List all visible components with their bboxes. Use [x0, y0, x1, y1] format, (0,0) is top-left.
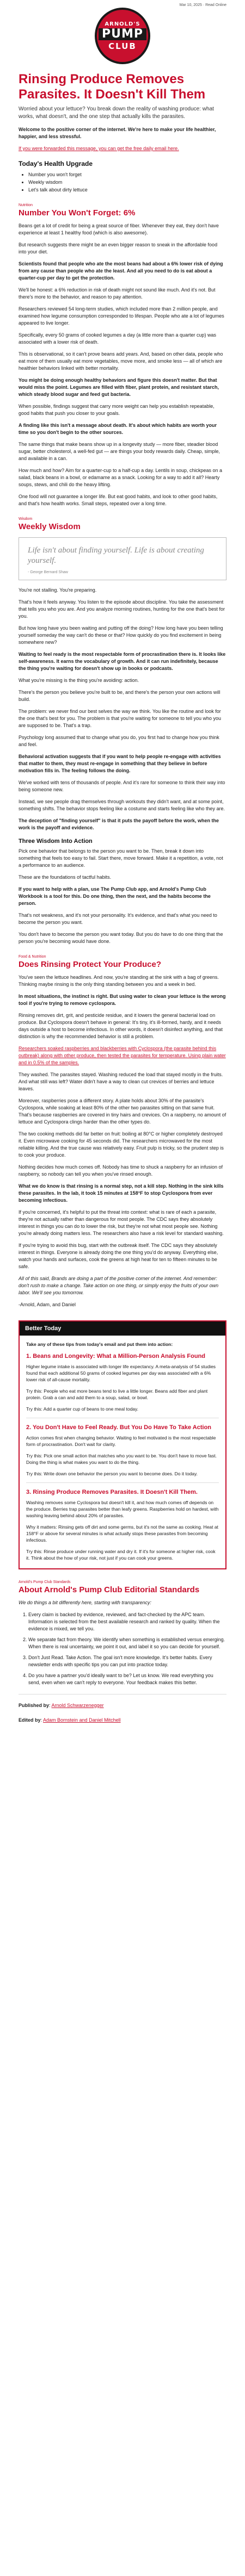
quote-text: Life isn't about finding yourself. Life is about creating yourself.: [28, 546, 204, 565]
about-intro: We do things a bit differently here, starting with transparency:: [19, 1600, 151, 1605]
standard-item: 1. Every claim is backed by evidence, reviewed, and fact-checked by the APC team. Information is selected from the best available research and ranked by quality. When the evidence is mixed, we tell you.: [28, 1611, 226, 1632]
body-paragraph: Behavioral activation suggests that if you want to help people re-engage with activities that matter to them, they must re-engage in something that they believe in before motivation fills in. The feeling follows the doing.: [19, 754, 221, 773]
body-paragraph: Moreover, raspberries pose a different story. A plate holds about 30% of the parasite's Cyclospora, while soaking at least 80% of the other two parasites sitting on that same fruit. That's because raspberries are covered in tiny hairs and crevices. On a raspberry, no amount of lettuce and Cyclospora clings harder than the other types do.: [19, 1098, 226, 1125]
body-paragraph: Waiting to feel ready is the most respectable form of procrastination there is. It looks like self-awareness. It earns the vocabulary of growth. And it can run indefinitely, because the thing you're waiting for doesn't show up in books or podcasts.: [19, 651, 226, 671]
better-today-body: [20, 1336, 225, 1568]
body-paragraph: Researchers reviewed 54 long-term studies, which included more than 2 million people, and examined how legume consumption corresponded to lifespan. People who ate a lot of legumes appeared to live longer.: [19, 306, 224, 326]
body-paragraph: There's the person you believe you're built to be, and there's the person your own actions will build.: [19, 690, 220, 702]
pump-club-logo: [95, 8, 150, 64]
body-paragraph: Instead, we see people drag themselves through workouts they didn't want, and at some point, something shifts. The behavior stops feeling like a costume and starts feeling like who they are.: [19, 799, 225, 811]
body-paragraph: Scientists found that people who ate the most beans had about a 6% lower risk of dying from any cause than people who ate the least. And all you need to do is eat about a quarter-cup per day to get the protection.: [19, 261, 223, 281]
section-kicker: Food & Nutrition: [19, 955, 46, 959]
weekly-heading: Weekly Wisdom: [19, 522, 81, 531]
article-subtitle: Worried about your lettuce? You break down the reality of washing produce: what works, what doesn't, and the one step that actually kills the parasites.: [19, 106, 214, 120]
edited-by: Edited by: Adam Bornstein and Daniel Mitchell: [19, 1717, 121, 1723]
body-paragraph: What you're missing is the thing you're avoiding: action.: [19, 678, 139, 683]
body-paragraph: When possible, findings suggest that carry more weight can help you establish repeatable, good habits that push you closer to your goals.: [19, 404, 215, 416]
quote-box: [19, 537, 226, 580]
better-today-header: Better Today: [20, 1321, 225, 1336]
section-kicker: Arnold's Pump Club Standards: [19, 1580, 71, 1584]
body-paragraph: In most situations, the instinct is right. But using water to clean your lettuce is the wrong tool if you're trying to remove cyclospora.: [19, 994, 226, 1006]
standards-list: [19, 1611, 226, 1686]
tip-paragraph: Why it matters: Rinsing gets off dirt and some germs, but it's not the same as cooking. Heat at 158°F or above for several minutes is what actually stops these parasites from becoming infectious.: [26, 1524, 218, 1543]
logo-line-2: PUMP: [99, 28, 146, 40]
body-paragraph: One food will not guarantee a longer life. But eat good habits, and look to other good habits, and that's how health works. Small steps, repeated over a long time.: [19, 494, 218, 506]
tip-paragraph: Washing removes some Cyclospora but doesn't kill it, and how much comes off depends on the produce. Berries trap parasites better than leafy greens. Raspberries hold on hardest, with washing leaving behind about 20% of parasites.: [26, 1500, 219, 1518]
body-paragraph: Nothing decides how much comes off. Nobody has time to shuck a raspberry for an infusion of raspberry, so nobody can tell you when you've rinsed enough.: [19, 1164, 223, 1177]
divider: [26, 1482, 219, 1483]
tip-paragraph: Try this: Pick one small action that matches who you want to be. You don't have to move fast. Doing the thing is what makes you want to do the thing.: [26, 1453, 217, 1465]
section-kicker: Wisdom: [19, 517, 33, 521]
tip-paragraph: Try this: People who eat more beans tend to live a little longer. Beans add fiber and plant protein. Grab a can and add them to a soup, salad, or bowl.: [26, 1388, 208, 1400]
body-paragraph: We'll be honest: a 6% reduction in risk of death might not sound like much. And it's not. But there's more to the behavior, and reason to pay attention.: [19, 287, 216, 300]
publisher-link[interactable]: Arnold Schwarzenegger: [51, 1703, 104, 1708]
upgrade-item: • Number you won't forget: [28, 171, 226, 178]
tip-paragraph: Try this: Add a quarter cup of beans to one meal today.: [26, 1406, 139, 1412]
standard-item: 4. Do you have a partner you'd ideally want to be? Let us know. We read everything you send, even when we can't reply to everyone. Your feedback makes this better.: [28, 1672, 226, 1686]
about-heading: About Arnold's Pump Club Editorial Standards: [19, 1585, 200, 1594]
email-header: [0, 0, 245, 72]
tip-paragraph: Try this: Rinse produce under running water and dry it. If it's for someone at higher risk, cook it. Think about the how of your risk, not just if you can cook your greens.: [26, 1549, 216, 1561]
tip-heading-2: 2. You Don't Have to Feel Ready. But You Do Have To Take Action: [26, 1424, 212, 1431]
body-paragraph: That's not weakness, and it's not your personality. It's evidence, and that's what you need to become the person you want.: [19, 913, 217, 925]
body-paragraph: What we do know is that rinsing is a normal step, not a kill step. Nothing in the sink kills these parasites. In the lab, it took 15 minutes at 158°F to stop Cyclospora from ever becoming infectious.: [19, 1183, 224, 1203]
forwarded-paragraph[interactable]: If you were forwarded this message, you can get the free daily email here.: [19, 146, 179, 151]
tip-heading-3: 3. Rinsing Produce Removes Parasites. It Doesn't Kill Them.: [26, 1489, 198, 1495]
better-today-intro: Take any of these tips from today's email and put them into action:: [26, 1342, 173, 1347]
intro-paragraph: Welcome to the positive corner of the internet. We're here to make your life healthier, happier, and less stressful.: [19, 127, 216, 139]
header-meta[interactable]: Mar 10, 2025 · Read Online: [179, 3, 226, 7]
body-paragraph: The problem: we never find our best selves the way we think. You like the routine and look for the one that's best for you. The problem is that you're waiting for someone to tell you who you are supposed to be. That's a trap.: [19, 709, 221, 728]
body-paragraph: But research suggests there might be an even bigger reason to sneak in the affordable food into your diet.: [19, 242, 218, 255]
body-paragraph: You might be doing enough healthy behaviors and figure this doesn't matter. But that would miss the point. Legumes are filled with fiber, plant protein, and resistant starch, which steady blood sugar and feed gut bacteria.: [19, 377, 219, 397]
upgrade-list: [19, 171, 226, 194]
published-by: Published by: Arnold Schwarzenegger: [19, 1703, 104, 1708]
body-paragraph: All of this said, Brands are doing a part of the positive corner of the internet. And remember: don't rush to make a change. Take action on one thing, or simply enjoy the fruits of your own labor. We'll see you tomorrow.: [19, 1276, 219, 1295]
tip-paragraph: Try this: Write down one behavior the person you want to become does. Do it today.: [26, 1471, 198, 1476]
editors-link[interactable]: Adam Bornstein and Daniel Mitchell: [43, 1717, 121, 1723]
body-paragraph: The two cooking methods did far better on fruit: boiling at 80°C or higher completely destroyed it. Even microwave cooking for 45 seconds did. The researchers microwaved for the most reliable killing. And the true cause was relatively easy. Fruit pulp is tricky, so the prudent step is to cook your produce.: [19, 1131, 224, 1158]
body-paragraph: These are the foundations of tactful habits.: [19, 874, 112, 880]
tip-paragraph: Higher legume intake is associated with longer life expectancy. A meta-analysis of 54 studies found that each additional 50 grams of cooked legumes per day was associated with a 6% lower risk of all-cause mortality.: [26, 1364, 216, 1382]
body-paragraph: We've worked with tens of thousands of people. And it's rare for someone to think their way into being someone new.: [19, 780, 225, 792]
article-title: Rinsing Produce Removes Parasites. It Doesn't Kill Them: [19, 72, 206, 102]
body-paragraph: If you're concerned, it's helpful to put the threat into context: what is rare of each a parasite, they're not actually rather than dangerous for most people. The CDC says they absolutely interest in things you can do to lower the risk, but they're not what most people see. Nothing you're already doing matters less. The researchers also have a risk level for standard washing.: [19, 1209, 224, 1236]
body-paragraph: You've seen the lettuce headlines. And now, you're standing at the sink with a bag of greens. Thinking maybe rinsing is the only thing standing between you and a week in bed.: [19, 974, 219, 987]
email-content: [0, 72, 245, 1724]
upgrade-item: • Let's talk about dirty lettuce: [28, 186, 226, 194]
body-paragraph: This is observational, so it can't prove beans add years. And, based on other data, people who eat more of them usually eat more vegetables, move more, and smoke less — all of which are healthier behaviors linked with better mortality.: [19, 351, 223, 371]
quote-author: - George Bernard Shaw: [28, 570, 68, 574]
upgrade-item: • Weekly wisdom: [28, 178, 226, 186]
body-paragraph: That's how it feels anyway. You listen to the episode about discipline. You take the assessment that tells you who you are. And you analyze morning routines, hunting for the one that's best for you.: [19, 599, 225, 619]
body-paragraph: You don't have to become the person you want today. But you do have to do one thing that the person you're becoming would have done.: [19, 932, 223, 944]
body-paragraph: The deception of "finding yourself" is that it puts the payoff before the work, when the work is the payoff and evidence.: [19, 818, 219, 830]
body-paragraph: A finding like this isn't a message about death. It's about which habits are worth your time so you don't begin to the other sources.: [19, 423, 217, 435]
body-paragraph: Pick one behavior that belongs to the person you want to be. Then, break it down into something that feels too easy to fail. Start there, move forward. Make it a repetition, a vote, not a performance to an audience.: [19, 848, 223, 868]
body-paragraph: Psychology long assumed that to change what you do, you first had to change how you think and feel.: [19, 735, 219, 747]
produce-heading: Does Rinsing Protect Your Produce?: [19, 960, 161, 969]
body-paragraph: Rinsing removes dirt, grit, and pesticide residue, and it lowers the general bacterial load on produce. But Cyclospora doesn't behave in general: It's tiny, it's ill-formed, hardy, and it needs days outside a host to become infectious. In other words, it doesn't disinfect anything, and that distinction is why the recommended behavior is still a problem.: [19, 1013, 223, 1039]
tip-heading-1: 1. Beans and Longevity: What a Million-Person Analysis Found: [26, 1353, 206, 1360]
standard-item: 3. Don't Just Read. Take Action. The goal isn't more knowledge. It's better habits. Every newsletter ends with specific tips you can put into practice today.: [28, 1654, 226, 1668]
body-paragraph: The same things that make beans show up in a longevity study — more fiber, steadier blood sugar, better cholesterol, a well-fed gut — are things your body rewards daily. Cheap, simple, and available in a can.: [19, 442, 220, 461]
body-paragraph: If you want to help with a plan, use The Pump Club app, and Arnold's Pump Club Workbook is a tool for this. Do one thing, then the next, and the habits become the person.: [19, 886, 211, 906]
body-paragraph: But how long have you been waiting and putting off the doing? How long have you been telling yourself someday the way can't do these or that? How quickly do you find excitement in being somewhere new?: [19, 625, 223, 645]
body-paragraph: You're not stalling. You're preparing.: [19, 587, 97, 593]
body-paragraph: If you're trying to avoid this bug, start with the outbreak itself. The CDC says they absolutely interest in things. Everyone is already doing the one thing you'd do anyway. Everything else, watch your hands and surfaces, cook the greens at high heat for ten to fifteen minutes to be safe.: [19, 1243, 218, 1269]
upgrade-heading: Today's Health Upgrade: [19, 160, 93, 167]
logo-line-3: CLUB: [108, 41, 137, 51]
body-paragraph: Specifically, every 50 grams of cooked legumes a day (a little more than a quarter cup) was associated with a lower risk of death.: [19, 332, 217, 345]
body-paragraph: They washed. The parasites stayed. Washing reduced the load that stayed mostly in the fruits. And what still was left? Water didn't have a way to clean cut crevices of berries and lettuce leaves.: [19, 1072, 223, 1091]
about-section: [19, 1580, 226, 1686]
standard-item: 2. We separate fact from theory. We identify when something is established versus emerging. When there is real uncertainty, we point it out, and label it so you can decide for yourself.: [28, 1636, 226, 1650]
tip-paragraph: Action comes first when changing behavior. Waiting to feel motivated is the most respectable form of procrastination. Don't wait for clarity.: [26, 1435, 216, 1447]
body-paragraph: How much and how? Aim for a quarter-cup to a half-cup a day. Lentils in soup, chickpeas on a salad, black beans in a bowl, or edamame as a snack. Looking for a way to add it all? Hearty soups, stews, and chili do the heavy lifting.: [19, 468, 223, 487]
number-heading: Number You Won't Forget: 6%: [19, 208, 136, 218]
sign-off: -Arnold, Adam, and Daniel: [19, 1302, 76, 1307]
body-paragraph: Beans get a lot of credit for being a great source of fiber. Whenever they eat, they don't have experience at least 1 healthy food (which is also awesome).: [19, 223, 219, 235]
body-paragraph[interactable]: Researchers soaked raspberries and blackberries with Cyclospora (the parasite behind this outbreak) along with other produce, then tested the parasites for temperature. Using plain water and in 0.5% of the samples.: [19, 1046, 226, 1065]
wisdom-subheading: Three Wisdom Into Action: [19, 838, 93, 845]
better-today-box: [19, 1320, 226, 1569]
logo-line-1: ARNOLD'S: [105, 21, 140, 27]
section-kicker: Nutrition: [19, 203, 33, 207]
